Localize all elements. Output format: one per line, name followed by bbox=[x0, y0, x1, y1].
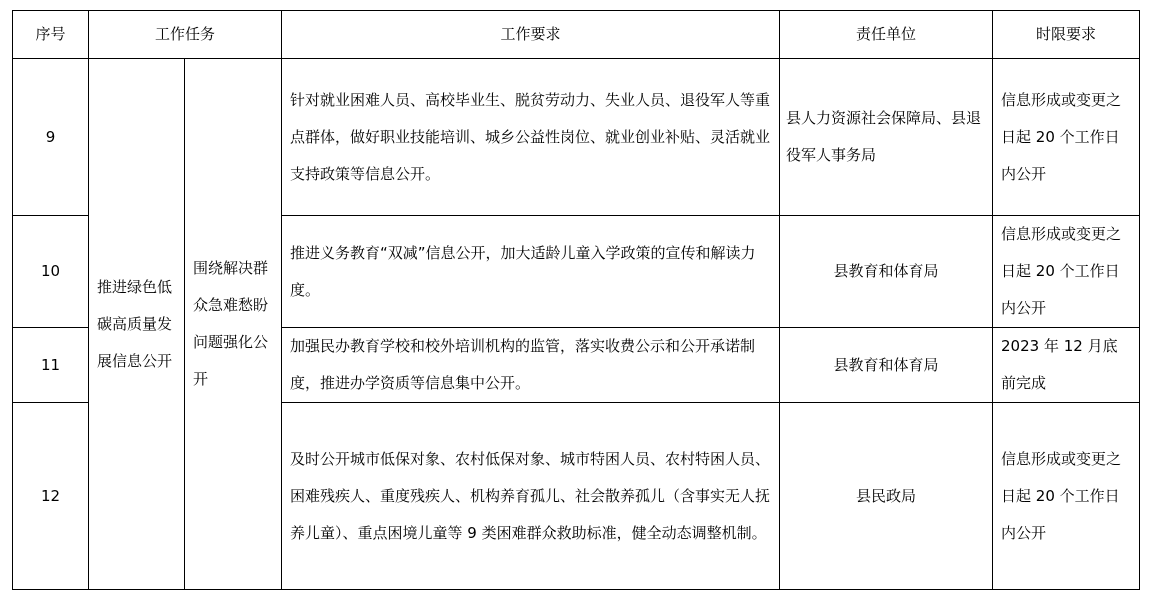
row-unit: 县人力资源社会保障局、县退役军人事务局 bbox=[780, 59, 993, 216]
header-num: 序号 bbox=[13, 11, 89, 59]
row-deadline: 2023 年 12 月底前完成 bbox=[993, 328, 1140, 403]
row-deadline: 信息形成或变更之日起 20 个工作日内公开 bbox=[993, 403, 1140, 590]
task-category: 推进绿色低碳高质量发展信息公开 bbox=[89, 59, 185, 590]
header-deadline: 时限要求 bbox=[993, 11, 1140, 59]
row-deadline: 信息形成或变更之日起 20 个工作日内公开 bbox=[993, 216, 1140, 328]
row-number: 12 bbox=[13, 403, 89, 590]
row-unit: 县教育和体育局 bbox=[780, 216, 993, 328]
header-requirement: 工作要求 bbox=[282, 11, 780, 59]
header-task: 工作任务 bbox=[89, 11, 282, 59]
work-task-table bbox=[12, 10, 1140, 590]
row-requirement: 推进义务教育“双减”信息公开，加大适龄儿童入学政策的宣传和解读力度。 bbox=[282, 216, 780, 328]
table-row bbox=[13, 59, 1140, 216]
row-requirement: 针对就业困难人员、高校毕业生、脱贫劳动力、失业人员、退役军人等重点群体，做好职业技能培训、城乡公益性岗位、就业创业补贴、灵活就业支持政策等信息公开。 bbox=[282, 59, 780, 216]
table-header-row bbox=[13, 11, 1140, 59]
row-number: 9 bbox=[13, 59, 89, 216]
row-number: 10 bbox=[13, 216, 89, 328]
row-requirement: 及时公开城市低保对象、农村低保对象、城市特困人员、农村特困人员、困难残疾人、重度残疾人、机构养育孤儿、社会散养孤儿（含事实无人抚养儿童）、重点困境儿童等 9 类困难群众救助标准，健全动态调整机制。 bbox=[282, 403, 780, 590]
row-requirement: 加强民办教育学校和校外培训机构的监管，落实收费公示和公开承诺制度，推进办学资质等信息集中公开。 bbox=[282, 328, 780, 403]
row-unit: 县民政局 bbox=[780, 403, 993, 590]
row-unit: 县教育和体育局 bbox=[780, 328, 993, 403]
header-unit: 责任单位 bbox=[780, 11, 993, 59]
row-deadline: 信息形成或变更之日起 20 个工作日内公开 bbox=[993, 59, 1140, 216]
task-subcategory: 围绕解决群众急难愁盼问题强化公开 bbox=[185, 59, 282, 590]
row-number: 11 bbox=[13, 328, 89, 403]
